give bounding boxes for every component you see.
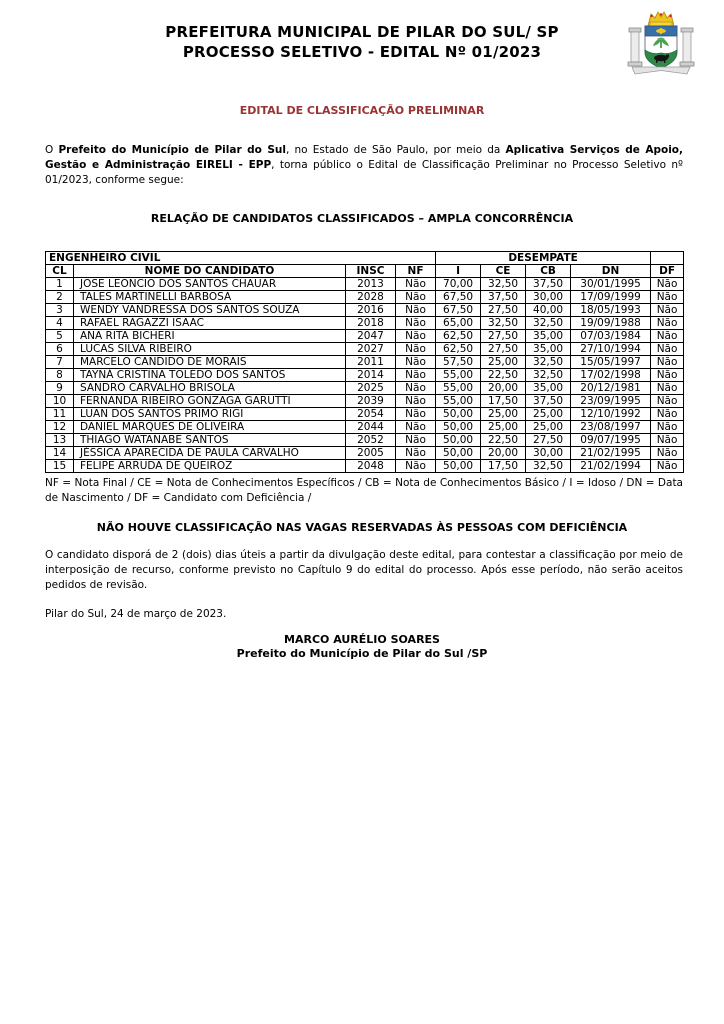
table-row [46, 304, 684, 317]
table-cell: Não [396, 408, 436, 421]
document-title [0, 0, 724, 62]
table-row [46, 317, 684, 330]
col-header-i: I [436, 265, 481, 278]
table-cell: 2014 [346, 369, 396, 382]
table-cell: Não [651, 330, 684, 343]
table-cell: 50,00 [436, 447, 481, 460]
table-cell: TAYNÁ CRISTINA TOLEDO DOS SANTOS [74, 369, 346, 382]
table-cell: 50,00 [436, 421, 481, 434]
table-cell: Não [651, 278, 684, 291]
col-header-insc: INSC [346, 265, 396, 278]
table-cell: 15 [46, 460, 74, 473]
table-cell: 30,00 [526, 447, 571, 460]
table-cell: 50,00 [436, 408, 481, 421]
table-cell: 17,50 [481, 395, 526, 408]
table-cell: 2 [46, 291, 74, 304]
table-cell: 20,00 [481, 447, 526, 460]
table-cell: 30,00 [526, 291, 571, 304]
table-cell: 12/10/1992 [571, 408, 651, 421]
table-cell: 32,50 [526, 460, 571, 473]
table-cell: 25,00 [526, 421, 571, 434]
table-cell: Não [651, 317, 684, 330]
col-header-cb: CB [526, 265, 571, 278]
table-cell: 62,50 [436, 330, 481, 343]
table-cell: 2018 [346, 317, 396, 330]
table-cell: 27/10/1994 [571, 343, 651, 356]
table-cell: 8 [46, 369, 74, 382]
appeal-paragraph: O candidato disporá de 2 (dois) dias úteis a partir da divulgação deste edital, para contestar a classificação por meio de interposição de recurso, conforme previsto no Capítulo 9 do edital do processo. Após esse período, não serão aceitos pedidos de revisão. [45, 549, 683, 591]
table-cell: 40,00 [526, 304, 571, 317]
table-cell: Não [651, 460, 684, 473]
col-header-dn: DN [571, 265, 651, 278]
table-row [46, 460, 684, 473]
table-cell: 37,50 [481, 291, 526, 304]
job-title-cell: ENGENHEIRO CIVIL [46, 252, 436, 265]
table-cell: 07/03/1984 [571, 330, 651, 343]
table-cell: LUAN DOS SANTOS PRIMO RIGI [74, 408, 346, 421]
table-cell: FERNANDA RIBEIRO GONZAGA GARUTTI [74, 395, 346, 408]
table-cell: 1 [46, 278, 74, 291]
table-cell: Não [651, 304, 684, 317]
table-cell: 25,00 [481, 421, 526, 434]
table-cell: 14 [46, 447, 74, 460]
column-header-row [46, 265, 684, 278]
table-cell: 37,50 [526, 278, 571, 291]
col-header-cl: CL [46, 265, 74, 278]
table-row [46, 421, 684, 434]
table-cell: 9 [46, 382, 74, 395]
table-cell: 32,50 [526, 356, 571, 369]
table-cell: TALES MARTINELLI BARBOSA [74, 291, 346, 304]
table-cell: Não [651, 369, 684, 382]
table-cell: 20/12/1981 [571, 382, 651, 395]
table-cell: 2028 [346, 291, 396, 304]
table-row [46, 395, 684, 408]
table-cell: 2054 [346, 408, 396, 421]
desempate-header-cell: DESEMPATE [436, 252, 651, 265]
table-cell: 2039 [346, 395, 396, 408]
table-row [46, 343, 684, 356]
table-cell: ANA RITA BICHERI [74, 330, 346, 343]
table-cell: 2048 [346, 460, 396, 473]
table-cell: 17/02/1998 [571, 369, 651, 382]
intro-text-2: , no Estado de São Paulo, por meio da [285, 144, 506, 156]
title-line-2: PROCESSO SELETIVO - EDITAL Nº 01/2023 [182, 43, 542, 61]
table-cell: 55,00 [436, 369, 481, 382]
table-cell: 09/07/1995 [571, 434, 651, 447]
no-classification-notice: NÃO HOUVE CLASSIFICAÇÃO NAS VAGAS RESERVADAS ÀS PESSOAS COM DEFICIÊNCIA [96, 521, 628, 534]
table-cell: 2047 [346, 330, 396, 343]
table-cell: 22,50 [481, 369, 526, 382]
table-cell: WENDY VANDRESSA DOS SANTOS SOUZA [74, 304, 346, 317]
table-cell: 23/09/1995 [571, 395, 651, 408]
table-cell: Não [651, 343, 684, 356]
table-cell: JOSE LEONCIO DOS SANTOS CHAUAR [74, 278, 346, 291]
table-cell: 13 [46, 434, 74, 447]
table-cell: Não [396, 434, 436, 447]
table-cell: 2044 [346, 421, 396, 434]
table-cell: Não [396, 395, 436, 408]
table-cell: 23/08/1997 [571, 421, 651, 434]
edital-subtitle: EDITAL DE CLASSIFICAÇÃO PRELIMINAR [239, 104, 485, 117]
table-cell: SANDRO CARVALHO BRISOLA [74, 382, 346, 395]
table-cell: 12 [46, 421, 74, 434]
table-row [46, 434, 684, 447]
table-cell: Não [651, 447, 684, 460]
table-body [46, 278, 684, 473]
intro-paragraph [45, 143, 683, 188]
table-cell: 11 [46, 408, 74, 421]
table-cell: Não [651, 291, 684, 304]
col-header-df: DF [651, 265, 684, 278]
table-cell: DANIEL MARQUES DE OLIVEIRA [74, 421, 346, 434]
col-header-nome: NOME DO CANDIDATO [74, 265, 346, 278]
table-cell: 21/02/1995 [571, 447, 651, 460]
table-cell: 55,00 [436, 395, 481, 408]
table-cell: Não [651, 356, 684, 369]
table-cell: 4 [46, 317, 74, 330]
table-cell: 3 [46, 304, 74, 317]
table-cell: 2011 [346, 356, 396, 369]
intro-bold-2: Aplicativa Serviços de Apoio, Gestão e Administração EIRELI - EPP [45, 144, 684, 171]
table-cell: Não [651, 408, 684, 421]
table-cell: 57,50 [436, 356, 481, 369]
date-line: Pilar do Sul, 24 de março de 2023. [45, 608, 227, 620]
classification-table [45, 251, 684, 473]
table-cell: 7 [46, 356, 74, 369]
table-cell: 27,50 [481, 304, 526, 317]
table-cell: 27,50 [526, 434, 571, 447]
table-cell: Não [396, 317, 436, 330]
table-cell: 27,50 [481, 330, 526, 343]
table-cell: 19/09/1988 [571, 317, 651, 330]
intro-bold-1: Prefeito do Município de Pilar do Sul [58, 144, 286, 156]
intro-text-1: O [45, 144, 59, 156]
table-cell: Não [396, 343, 436, 356]
table-cell: MARCELO CANDIDO DE MORAIS [74, 356, 346, 369]
table-cell: 67,50 [436, 304, 481, 317]
table-cell: 55,00 [436, 382, 481, 395]
table-cell: 25,00 [481, 408, 526, 421]
table-cell: Não [396, 447, 436, 460]
table-cell: 50,00 [436, 434, 481, 447]
table-cell: JÉSSICA APARECIDA DE PAULA CARVALHO [74, 447, 346, 460]
table-cell: 5 [46, 330, 74, 343]
table-cell: 32,50 [481, 278, 526, 291]
col-header-nf: NF [396, 265, 436, 278]
table-cell: 2025 [346, 382, 396, 395]
table-cell: 62,50 [436, 343, 481, 356]
table-cell: FELIPE ARRUDA DE QUEIROZ [74, 460, 346, 473]
table-cell: THIAGO WATANABE SANTOS [74, 434, 346, 447]
table-cell: 35,00 [526, 343, 571, 356]
table-row [46, 278, 684, 291]
table-cell: 67,50 [436, 291, 481, 304]
table-cell: Não [396, 421, 436, 434]
table-cell: 32,50 [526, 369, 571, 382]
coat-of-arms-icon [624, 8, 698, 86]
table-cell: 17,50 [481, 460, 526, 473]
table-cell: Não [651, 382, 684, 395]
table-cell: RAFAEL RAGAZZI ISAAC [74, 317, 346, 330]
table-cell: 21/02/1994 [571, 460, 651, 473]
table-cell: 30/01/1995 [571, 278, 651, 291]
table-cell: 65,00 [436, 317, 481, 330]
job-title-row [46, 252, 684, 265]
table-row [46, 356, 684, 369]
table-cell: LUCAS SILVA RIBEIRO [74, 343, 346, 356]
table-cell: 37,50 [526, 395, 571, 408]
table-cell: 35,00 [526, 330, 571, 343]
table-cell: 6 [46, 343, 74, 356]
legend-text: NF = Nota Final / CE = Nota de Conhecimentos Específicos / CB = Nota de Conhecimentos Básico / I = Idoso / DN = Data de Nascimento / DF = Candidato com Deficiência / [45, 477, 683, 504]
table-row [46, 447, 684, 460]
table-cell: Não [396, 304, 436, 317]
coat-of-arms [624, 8, 698, 86]
table-row [46, 291, 684, 304]
table-row [46, 369, 684, 382]
table-cell: Não [396, 330, 436, 343]
table-cell: 32,50 [481, 317, 526, 330]
table-cell: Não [651, 395, 684, 408]
table-cell: 15/05/1997 [571, 356, 651, 369]
table-cell: 32,50 [526, 317, 571, 330]
table-cell: 2005 [346, 447, 396, 460]
intro-text-3: , torna público o Edital de Classificação Preliminar no Processo Seletivo nº 01/2023, conforme segue: [45, 159, 683, 186]
table-cell: Não [396, 460, 436, 473]
col-header-ce: CE [481, 265, 526, 278]
table-cell: 17/09/1999 [571, 291, 651, 304]
section-title: RELAÇÃO DE CANDIDATOS CLASSIFICADOS – AMPLA CONCORRÊNCIA [150, 212, 574, 225]
table-cell: 2027 [346, 343, 396, 356]
table-row [46, 330, 684, 343]
table-cell: 25,00 [481, 356, 526, 369]
table-cell: 50,00 [436, 460, 481, 473]
title-line-1: PREFEITURA MUNICIPAL DE PILAR DO SUL/ SP [165, 23, 559, 41]
table-cell: 27,50 [481, 343, 526, 356]
table-cell: Não [396, 382, 436, 395]
table-cell: Não [651, 421, 684, 434]
signer-name: MARCO AURÉLIO SOARES [284, 633, 440, 646]
table-cell: 2016 [346, 304, 396, 317]
table-cell: 25,00 [526, 408, 571, 421]
table-cell: Não [651, 434, 684, 447]
table-cell: Não [396, 369, 436, 382]
table-cell: 20,00 [481, 382, 526, 395]
empty-header-cell [651, 252, 684, 265]
table-cell: Não [396, 278, 436, 291]
table-cell: 2052 [346, 434, 396, 447]
table-cell: 70,00 [436, 278, 481, 291]
signature-block [0, 633, 724, 661]
table-cell: 2013 [346, 278, 396, 291]
table-cell: Não [396, 291, 436, 304]
table-row [46, 408, 684, 421]
table-row [46, 382, 684, 395]
table-cell: 18/05/1993 [571, 304, 651, 317]
table-cell: 22,50 [481, 434, 526, 447]
signer-role: Prefeito do Município de Pilar do Sul /SP [236, 647, 488, 660]
table-cell: Não [396, 356, 436, 369]
table-cell: 35,00 [526, 382, 571, 395]
table-cell: 10 [46, 395, 74, 408]
